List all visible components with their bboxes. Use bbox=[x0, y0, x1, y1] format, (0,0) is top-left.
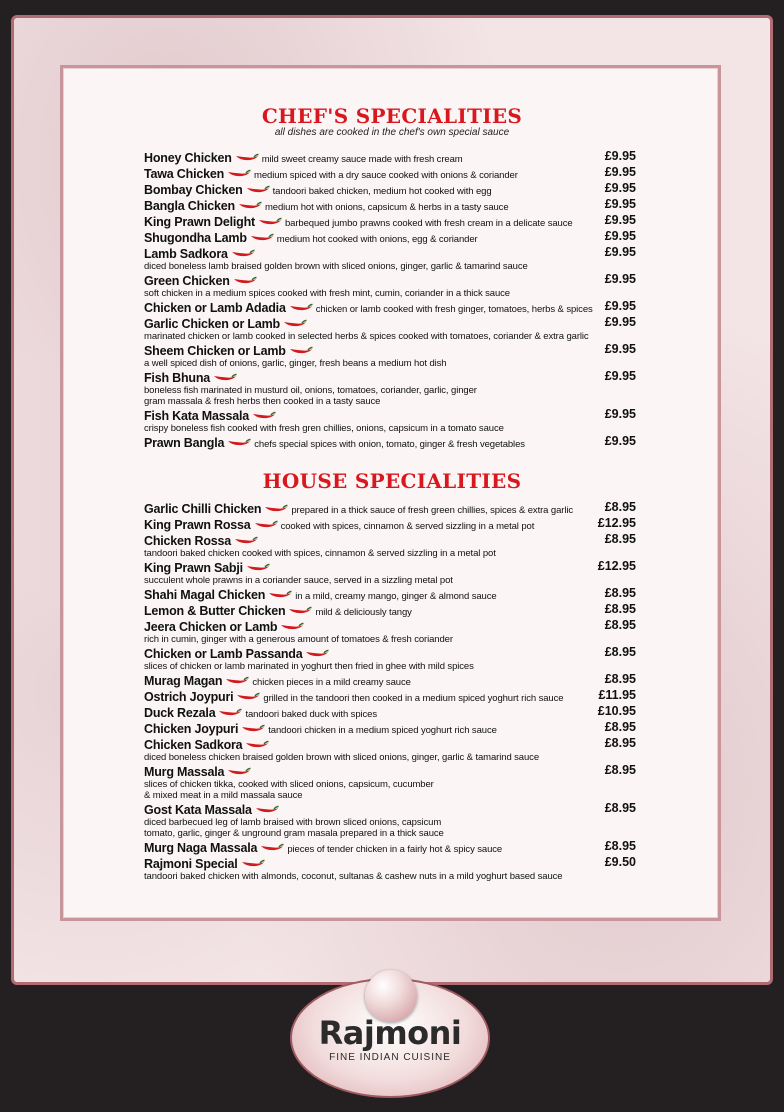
menu-item-description: medium spiced with a dry sauce cooked with onions & coriander bbox=[254, 170, 518, 182]
menu-item-description: gram massala & fresh herbs then cooked in a tasty sauce bbox=[144, 396, 381, 407]
chili-icon bbox=[227, 763, 251, 781]
menu-item bbox=[144, 434, 636, 450]
menu-item-price: £8.95 bbox=[604, 672, 636, 686]
menu-item-price: £12.95 bbox=[597, 559, 636, 573]
menu-item bbox=[144, 532, 636, 559]
menu-item bbox=[144, 688, 636, 704]
menu-item-description: medium hot with onions, capsicum & herbs in a tasty sauce bbox=[264, 202, 509, 214]
menu-item-price: £9.95 bbox=[604, 245, 636, 259]
menu-item-line bbox=[144, 500, 636, 516]
logo-tagline: FINE INDIAN CUISINE bbox=[329, 1052, 451, 1063]
menu-item-price: £8.95 bbox=[604, 645, 636, 659]
menu-item-description: tandoori chicken in a medium spiced yoghurt rich sauce bbox=[268, 725, 497, 737]
menu-item-description: soft chicken in a medium spices cooked with fresh mint, cumin, coriander in a thick sauce bbox=[144, 288, 510, 299]
menu-item-line bbox=[144, 672, 636, 688]
menu-item-price: £9.95 bbox=[604, 181, 636, 195]
chili-icon bbox=[231, 245, 255, 263]
menu-item bbox=[144, 197, 636, 213]
menu-item-line bbox=[144, 516, 636, 532]
chili-icon bbox=[234, 532, 258, 550]
chili-icon bbox=[280, 618, 304, 636]
menu-item-line bbox=[144, 299, 636, 315]
menu-item bbox=[144, 342, 636, 369]
menu-item-line bbox=[144, 272, 636, 288]
menu-item-description: diced barbecued leg of lamb braised with brown sliced onions, capsicum bbox=[144, 817, 442, 828]
menu-item-name: Tawa Chicken bbox=[144, 167, 225, 182]
menu-item-line bbox=[144, 342, 636, 358]
menu-item-line bbox=[144, 763, 636, 779]
menu-item-price: £12.95 bbox=[597, 516, 636, 530]
logo-name: Rajmoni bbox=[318, 1014, 462, 1052]
menu-item-description: pieces of tender chicken in a fairly hot & spicy sauce bbox=[287, 844, 503, 856]
menu-item bbox=[144, 855, 636, 882]
menu-item-price: £9.95 bbox=[604, 213, 636, 227]
menu-item-name: Lemon & Butter Chicken bbox=[144, 604, 286, 619]
menu-item-description: & mixed meat in a mild massala sauce bbox=[144, 790, 303, 801]
menu-item bbox=[144, 618, 636, 645]
menu-item bbox=[144, 181, 636, 197]
chef-specialities-list bbox=[144, 149, 636, 450]
menu-item-name: Murag Magan bbox=[144, 674, 223, 689]
menu-item bbox=[144, 272, 636, 299]
menu-item bbox=[144, 245, 636, 272]
menu-item-line bbox=[144, 245, 636, 261]
menu-item-name: Duck Rezala bbox=[144, 706, 216, 721]
menu-item-name: Ostrich Joypuri bbox=[144, 690, 234, 705]
menu-item bbox=[144, 720, 636, 736]
menu-item bbox=[144, 801, 636, 839]
chili-icon bbox=[255, 801, 279, 819]
menu-item-line bbox=[144, 720, 636, 736]
menu-item bbox=[144, 672, 636, 688]
menu-item-price: £8.95 bbox=[604, 532, 636, 546]
chef-specialities-subtitle: all dishes are cooked in the chef's own special sauce bbox=[274, 127, 510, 138]
menu-item-price: £8.95 bbox=[604, 586, 636, 600]
menu-item-line bbox=[144, 407, 636, 423]
menu-item-line bbox=[144, 704, 636, 720]
menu-item-line bbox=[144, 586, 636, 602]
menu-item-line bbox=[144, 149, 636, 165]
menu-item-description: boneless fish marinated in musturd oil, onions, tomatoes, coriander, garlic, ginger bbox=[144, 385, 477, 396]
menu-item bbox=[144, 229, 636, 245]
menu-item-description: barbequed jumbo prawns cooked with fresh cream in a delicate sauce bbox=[285, 218, 573, 230]
house-specialities-list bbox=[144, 500, 636, 882]
menu-item-price: £9.95 bbox=[604, 197, 636, 211]
menu-item bbox=[144, 645, 636, 672]
chili-icon bbox=[233, 272, 257, 290]
menu-item-description: grilled in the tandoori then cooked in a medium spiced yoghurt rich sauce bbox=[263, 693, 564, 705]
menu-item-description: mild & deliciously tangy bbox=[315, 607, 412, 619]
menu-item-price: £9.95 bbox=[604, 165, 636, 179]
menu-item-price: £9.95 bbox=[604, 434, 636, 448]
menu-item bbox=[144, 149, 636, 165]
menu-item-line bbox=[144, 736, 636, 752]
menu-item-name: King Prawn Sabji bbox=[144, 561, 243, 576]
chili-icon bbox=[252, 407, 276, 425]
chili-icon bbox=[213, 369, 237, 387]
menu-item-price: £8.95 bbox=[604, 618, 636, 632]
menu-item bbox=[144, 736, 636, 763]
menu-item bbox=[144, 213, 636, 229]
menu-item-description: prepared in a thick sauce of fresh green chillies, spices & extra garlic bbox=[291, 505, 574, 517]
menu-item-description: chicken pieces in a mild creamy sauce bbox=[252, 677, 411, 689]
menu-item-price: £8.95 bbox=[604, 839, 636, 853]
menu-item-name: Lamb Sadkora bbox=[144, 247, 228, 262]
menu-item-name: Garlic Chicken or Lamb bbox=[144, 317, 280, 332]
menu-item bbox=[144, 500, 636, 516]
menu-item-line bbox=[144, 434, 636, 450]
menu-item-description: tandoori baked chicken, medium hot cooked with egg bbox=[272, 186, 492, 198]
menu-item-description: chicken or lamb cooked with fresh ginger, tomatoes, herbs & spices bbox=[315, 304, 593, 316]
menu-item-description: tandoori baked duck with spices bbox=[245, 709, 378, 721]
menu-item-description: slices of chicken tikka, cooked with sliced onions, capsicum, cucumber bbox=[144, 779, 434, 790]
menu-item-line bbox=[144, 315, 636, 331]
menu-item-name: Prawn Bangla bbox=[144, 436, 225, 451]
menu-item-price: £9.50 bbox=[604, 855, 636, 869]
menu-item-description: diced boneless chicken braised golden brown with sliced onions, ginger, garlic & tamarind sauce bbox=[144, 752, 540, 763]
menu-item-name: Shugondha Lamb bbox=[144, 231, 247, 246]
menu-item-name: Sheem Chicken or Lamb bbox=[144, 344, 286, 359]
menu-item-price: £8.95 bbox=[604, 763, 636, 777]
menu-item-line bbox=[144, 369, 636, 385]
menu-item bbox=[144, 165, 636, 181]
menu-item-price: £8.95 bbox=[604, 500, 636, 514]
menu-item-line bbox=[144, 165, 636, 181]
menu-item bbox=[144, 586, 636, 602]
menu-item-name: Rajmoni Special bbox=[144, 857, 238, 872]
menu-item-line bbox=[144, 197, 636, 213]
menu-item-name: Jeera Chicken or Lamb bbox=[144, 620, 278, 635]
menu-item-description: marinated chicken or lamb cooked in selected herbs & spices cooked with tomatoes, coriander & extra garlic bbox=[144, 331, 589, 342]
rajmoni-logo bbox=[280, 970, 500, 1100]
menu-item-name: King Prawn Rossa bbox=[144, 518, 251, 533]
menu-item-name: Gost Kata Massala bbox=[144, 803, 252, 818]
chili-icon bbox=[283, 315, 307, 333]
chili-icon bbox=[305, 645, 329, 663]
menu-item-description: slices of chicken or lamb marinated in yoghurt then fried in ghee with mild spices bbox=[144, 661, 474, 672]
menu-item-description: mild sweet creamy sauce made with fresh cream bbox=[261, 154, 463, 166]
menu-item-line bbox=[144, 559, 636, 575]
chef-specialities-title: CHEF'S SPECIALITIES bbox=[261, 104, 523, 128]
menu-item-name: Chicken Rossa bbox=[144, 534, 232, 549]
menu-item-name: Chicken or Lamb Adadia bbox=[144, 301, 286, 316]
menu-item bbox=[144, 763, 636, 801]
menu-item-description: crispy boneless fish cooked with fresh gren chillies, onions, capsicum in a tomato sauce bbox=[144, 423, 504, 434]
menu-item-line bbox=[144, 181, 636, 197]
menu-item-line bbox=[144, 645, 636, 661]
menu-item-description: in a mild, creamy mango, ginger & almond sauce bbox=[295, 591, 497, 603]
menu-item bbox=[144, 315, 636, 342]
menu-item bbox=[144, 704, 636, 720]
menu-item bbox=[144, 602, 636, 618]
menu-item-price: £9.95 bbox=[604, 315, 636, 329]
menu-item-description: tandoori baked chicken with almonds, coconut, sultanas & cashew nuts in a mild yoghurt based sauce bbox=[144, 871, 563, 882]
menu-item-price: £8.95 bbox=[604, 720, 636, 734]
chili-icon bbox=[245, 736, 269, 754]
chili-icon bbox=[246, 559, 270, 577]
menu-item-name: Chicken Joypuri bbox=[144, 722, 239, 737]
menu-item-description: rich in cumin, ginger with a generous amount of tomatoes & fresh coriander bbox=[144, 634, 453, 645]
menu-item-price: £8.95 bbox=[604, 801, 636, 815]
menu-item-description: tomato, garlic, ginger & unground gram masala prepared in a thick sauce bbox=[144, 828, 444, 839]
menu-item-line bbox=[144, 602, 636, 618]
menu-item-price: £9.95 bbox=[604, 149, 636, 163]
menu-item-price: £9.95 bbox=[604, 299, 636, 313]
menu-item-line bbox=[144, 532, 636, 548]
menu-item-name: King Prawn Delight bbox=[144, 215, 255, 230]
menu-item-line bbox=[144, 618, 636, 634]
chili-icon bbox=[241, 855, 265, 873]
menu-item-name: Fish Kata Massala bbox=[144, 409, 249, 424]
menu-item-price: £9.95 bbox=[604, 407, 636, 421]
menu-item-description: tandoori baked chicken cooked with spices, cinnamon & served sizzling in a metal pot bbox=[144, 548, 496, 559]
menu-item bbox=[144, 516, 636, 532]
menu-item-line bbox=[144, 213, 636, 229]
menu-item-price: £10.95 bbox=[597, 704, 636, 718]
menu-item-line bbox=[144, 855, 636, 871]
menu-item-name: Fish Bhuna bbox=[144, 371, 211, 386]
menu-item-description: chefs special spices with onion, tomato, ginger & fresh vegetables bbox=[254, 439, 525, 451]
menu-item-line bbox=[144, 801, 636, 817]
menu-item-name: Murg Massala bbox=[144, 765, 225, 780]
menu-item-line bbox=[144, 229, 636, 245]
menu-item-name: Shahi Magal Chicken bbox=[144, 588, 266, 603]
chili-icon bbox=[227, 434, 251, 452]
menu-item-price: £9.95 bbox=[604, 369, 636, 383]
menu-item-name: Murg Naga Massala bbox=[144, 841, 258, 856]
menu-item-description: medium hot cooked with onions, egg & coriander bbox=[276, 234, 478, 246]
menu-item-name: Chicken or Lamb Passanda bbox=[144, 647, 303, 662]
menu-item-name: Bangla Chicken bbox=[144, 199, 235, 214]
menu-item-price: £11.95 bbox=[598, 688, 636, 702]
chili-icon bbox=[289, 342, 313, 360]
menu-item-description: a well spiced dish of onions, garlic, ginger, fresh beans a medium hot dish bbox=[144, 358, 447, 369]
menu-item-name: Green Chicken bbox=[144, 274, 230, 289]
menu-item-description: cooked with spices, cinnamon & served sizzling in a metal pot bbox=[280, 521, 535, 533]
menu-item-description: diced boneless lamb braised golden brown with sliced onions, ginger, garlic & tamarind sauce bbox=[144, 261, 528, 272]
menu-item-price: £8.95 bbox=[604, 602, 636, 616]
menu-item bbox=[144, 369, 636, 407]
menu-item-name: Honey Chicken bbox=[144, 151, 232, 166]
menu-item-line bbox=[144, 688, 636, 704]
menu-item-price: £9.95 bbox=[604, 229, 636, 243]
menu-item-price: £8.95 bbox=[604, 736, 636, 750]
menu-item bbox=[144, 299, 636, 315]
menu-item-line bbox=[144, 839, 636, 855]
menu-item-name: Chicken Sadkora bbox=[144, 738, 243, 753]
menu-item-price: £9.95 bbox=[604, 272, 636, 286]
house-specialities-title: HOUSE SPECIALITIES bbox=[262, 469, 522, 493]
menu-item-description: succulent whole prawns in a coriander sauce, served in a sizzling metal pot bbox=[144, 575, 453, 586]
menu-item-name: Garlic Chilli Chicken bbox=[144, 502, 262, 517]
menu-item bbox=[144, 407, 636, 434]
menu-item bbox=[144, 839, 636, 855]
menu-item-price: £9.95 bbox=[604, 342, 636, 356]
menu-item-name: Bombay Chicken bbox=[144, 183, 243, 198]
menu-item bbox=[144, 559, 636, 586]
